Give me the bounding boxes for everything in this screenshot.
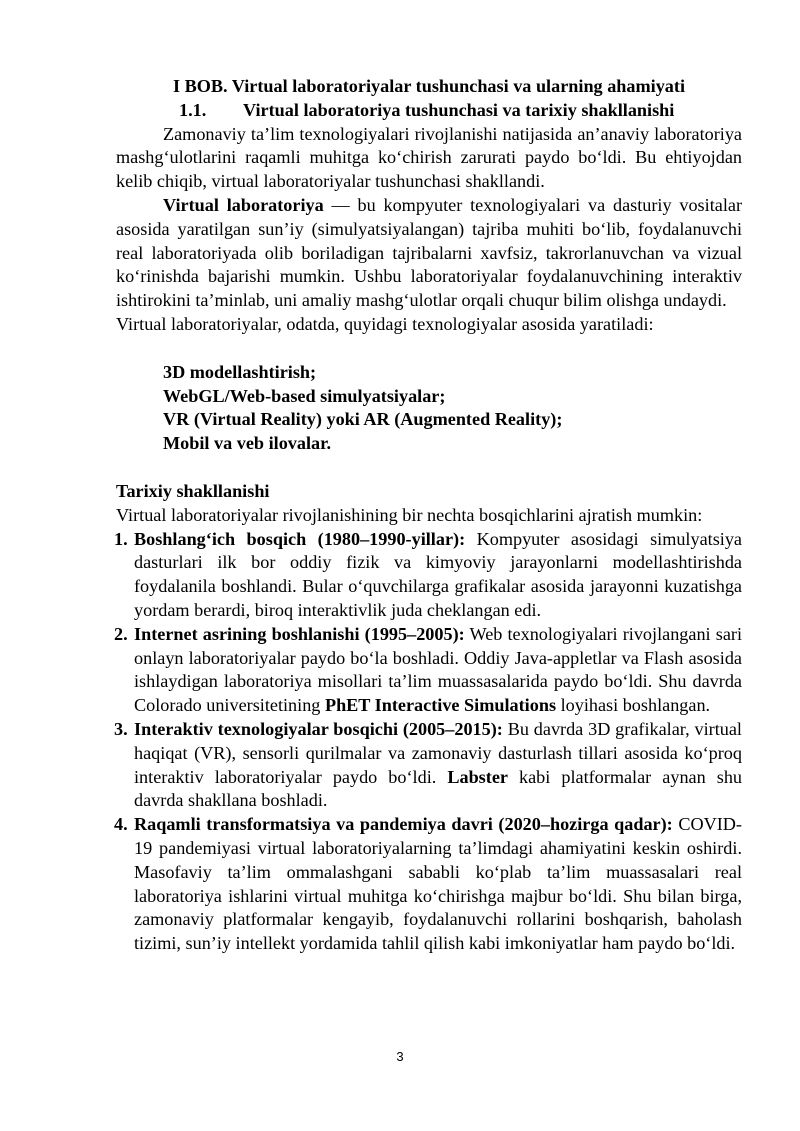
page-number: 3	[396, 1049, 404, 1064]
stage-item	[116, 623, 742, 718]
stage-text-after: loyihasi boshlangan.	[556, 695, 711, 716]
stage-title: Interaktiv texnologiyalar bosqichi (2005–2015):	[134, 718, 503, 739]
stage-title: Internet asrining boshlanishi (1995–2005):	[134, 623, 465, 644]
stage-text-after: kabi platformalar aynan shu davrda shakllana boshladi.	[134, 766, 743, 811]
definition-term: Virtual laboratoriya	[163, 194, 324, 215]
stage-item	[116, 718, 742, 813]
history-lead: Virtual laboratoriyalar rivojlanishining bir nechta bosqichlarini ajratish mumkin:	[116, 504, 703, 525]
definition-text: — bu kompyuter texnologiyalari va dasturiy vositalar asosida yaratilgan sun’iy (simulyatsiyalangan) tajriba muhiti bo‘lib, foydalanuvchi real laboratoriyada olib boriladigan tajribalarni xavfsiz, takrorlanuvchan va vizual ko‘rinishda bajarishi mumkin. Ushbu laboratoriyalar foydalanuvchining interaktiv ishtirokini ta’minlab, uni amaliy mashg‘ulotlar orqali chuqur bilim olishga undaydi.	[116, 194, 742, 311]
stage-highlight: PhET Interactive Simulations	[324, 695, 557, 716]
spacer	[116, 337, 742, 361]
spacer	[116, 456, 742, 480]
technologies-lead: Virtual laboratoriyalar, odatda, quyidagi texnologiyalar asosida yaratiladi:	[116, 313, 654, 334]
section-title: Virtual laboratoriya tushunchasi va tarixiy shakllanishi	[243, 99, 675, 120]
chapter-title: I BOB. Virtual laboratoriyalar tushunchasi va ularning ahamiyati	[172, 76, 686, 96]
stage-text: Kompyuter asosidagi simulyatsiya dasturlari ilk bor oddiy fizik va kimyoviy jarayonlarni modellashtirishda foydalanila boshlandi. Bular o‘quvchilarga grafikalar asosida jarayonni kuzatishga yordam berardi, biroq interaktivlik juda cheklangan edi.	[134, 528, 743, 620]
stage-text: COVID-19 pandemiyasi virtual laboratoriyalarning ta’limdagi ahamiyatini keskin oshirdi. Masofaviy ta’lim ommalashgani sababli ko‘plab ta’lim muassasalari real laboratoriya ishlarini virtual muhitga ko‘chirishga majbur bo‘ldi. Shu bilan birga, zamonaviy platformalar kengayib, foydalanuvchi rollarini boshqarish, baholash tizimi, sun’iy intellekt yordamida tahlil qilish kabi imkoniyatlar ham paydo bo‘ldi.	[134, 814, 742, 954]
technologies-list	[116, 361, 742, 456]
stage-marker: 1.	[114, 528, 128, 549]
stage-marker: 2.	[114, 623, 128, 644]
stage-marker: 4.	[114, 814, 128, 835]
stage-text: Web texnologiyalari rivojlangani sari onlayn laboratoriyalar paydo bo‘la boshladi. Oddiy Java-appletlar va Flash asosida ishlaydigan laboratoriya misollari ta’lim muassasalarida paydo bo‘ldi. Shu davrda Colorado universitetining	[134, 623, 742, 716]
stage-title: Raqamli transformatsiya va pandemiya davri (2020–hozirga qadar):	[134, 814, 673, 835]
stage-marker: 3.	[114, 718, 128, 739]
technology-item: Mobil va veb ilovalar.	[163, 433, 332, 454]
technology-item: 3D modellashtirish;	[163, 361, 317, 382]
section-number: 1.1.	[179, 99, 207, 120]
stage-title: Boshlang‘ich bosqich (1980–1990-yillar):	[134, 528, 466, 549]
section-heading	[116, 99, 742, 123]
stage-item	[116, 813, 742, 956]
document-page	[116, 75, 742, 956]
stage-item	[116, 528, 742, 623]
intro-paragraph: Zamonaviy ta’lim texnologiyalari rivojlanishi natijasida an’anaviy laboratoriya mashg‘ulotlarini raqamli muhitga ko‘chirish zarurati paydo bo‘ldi. Bu ehtiyojdan kelib chiqib, virtual laboratoriyalar tushunchasi shakllandi.	[116, 123, 742, 192]
history-stages-list	[116, 528, 742, 956]
definition-paragraph	[116, 194, 742, 313]
stage-highlight: Labster	[447, 766, 508, 787]
technology-item: VR (Virtual Reality) yoki AR (Augmented Reality);	[163, 409, 563, 430]
technology-item: WebGL/Web-based simulyatsiyalar;	[163, 385, 446, 406]
history-heading: Tarixiy shakllanishi	[116, 480, 270, 501]
stage-text: Bu davrda 3D grafikalar, virtual haqiqat (VR), sensorli qurilmalar va zamonaviy dasturlash tillari asosida ko‘proq interaktiv laboratoriyalar paydo bo‘ldi.	[134, 718, 742, 787]
